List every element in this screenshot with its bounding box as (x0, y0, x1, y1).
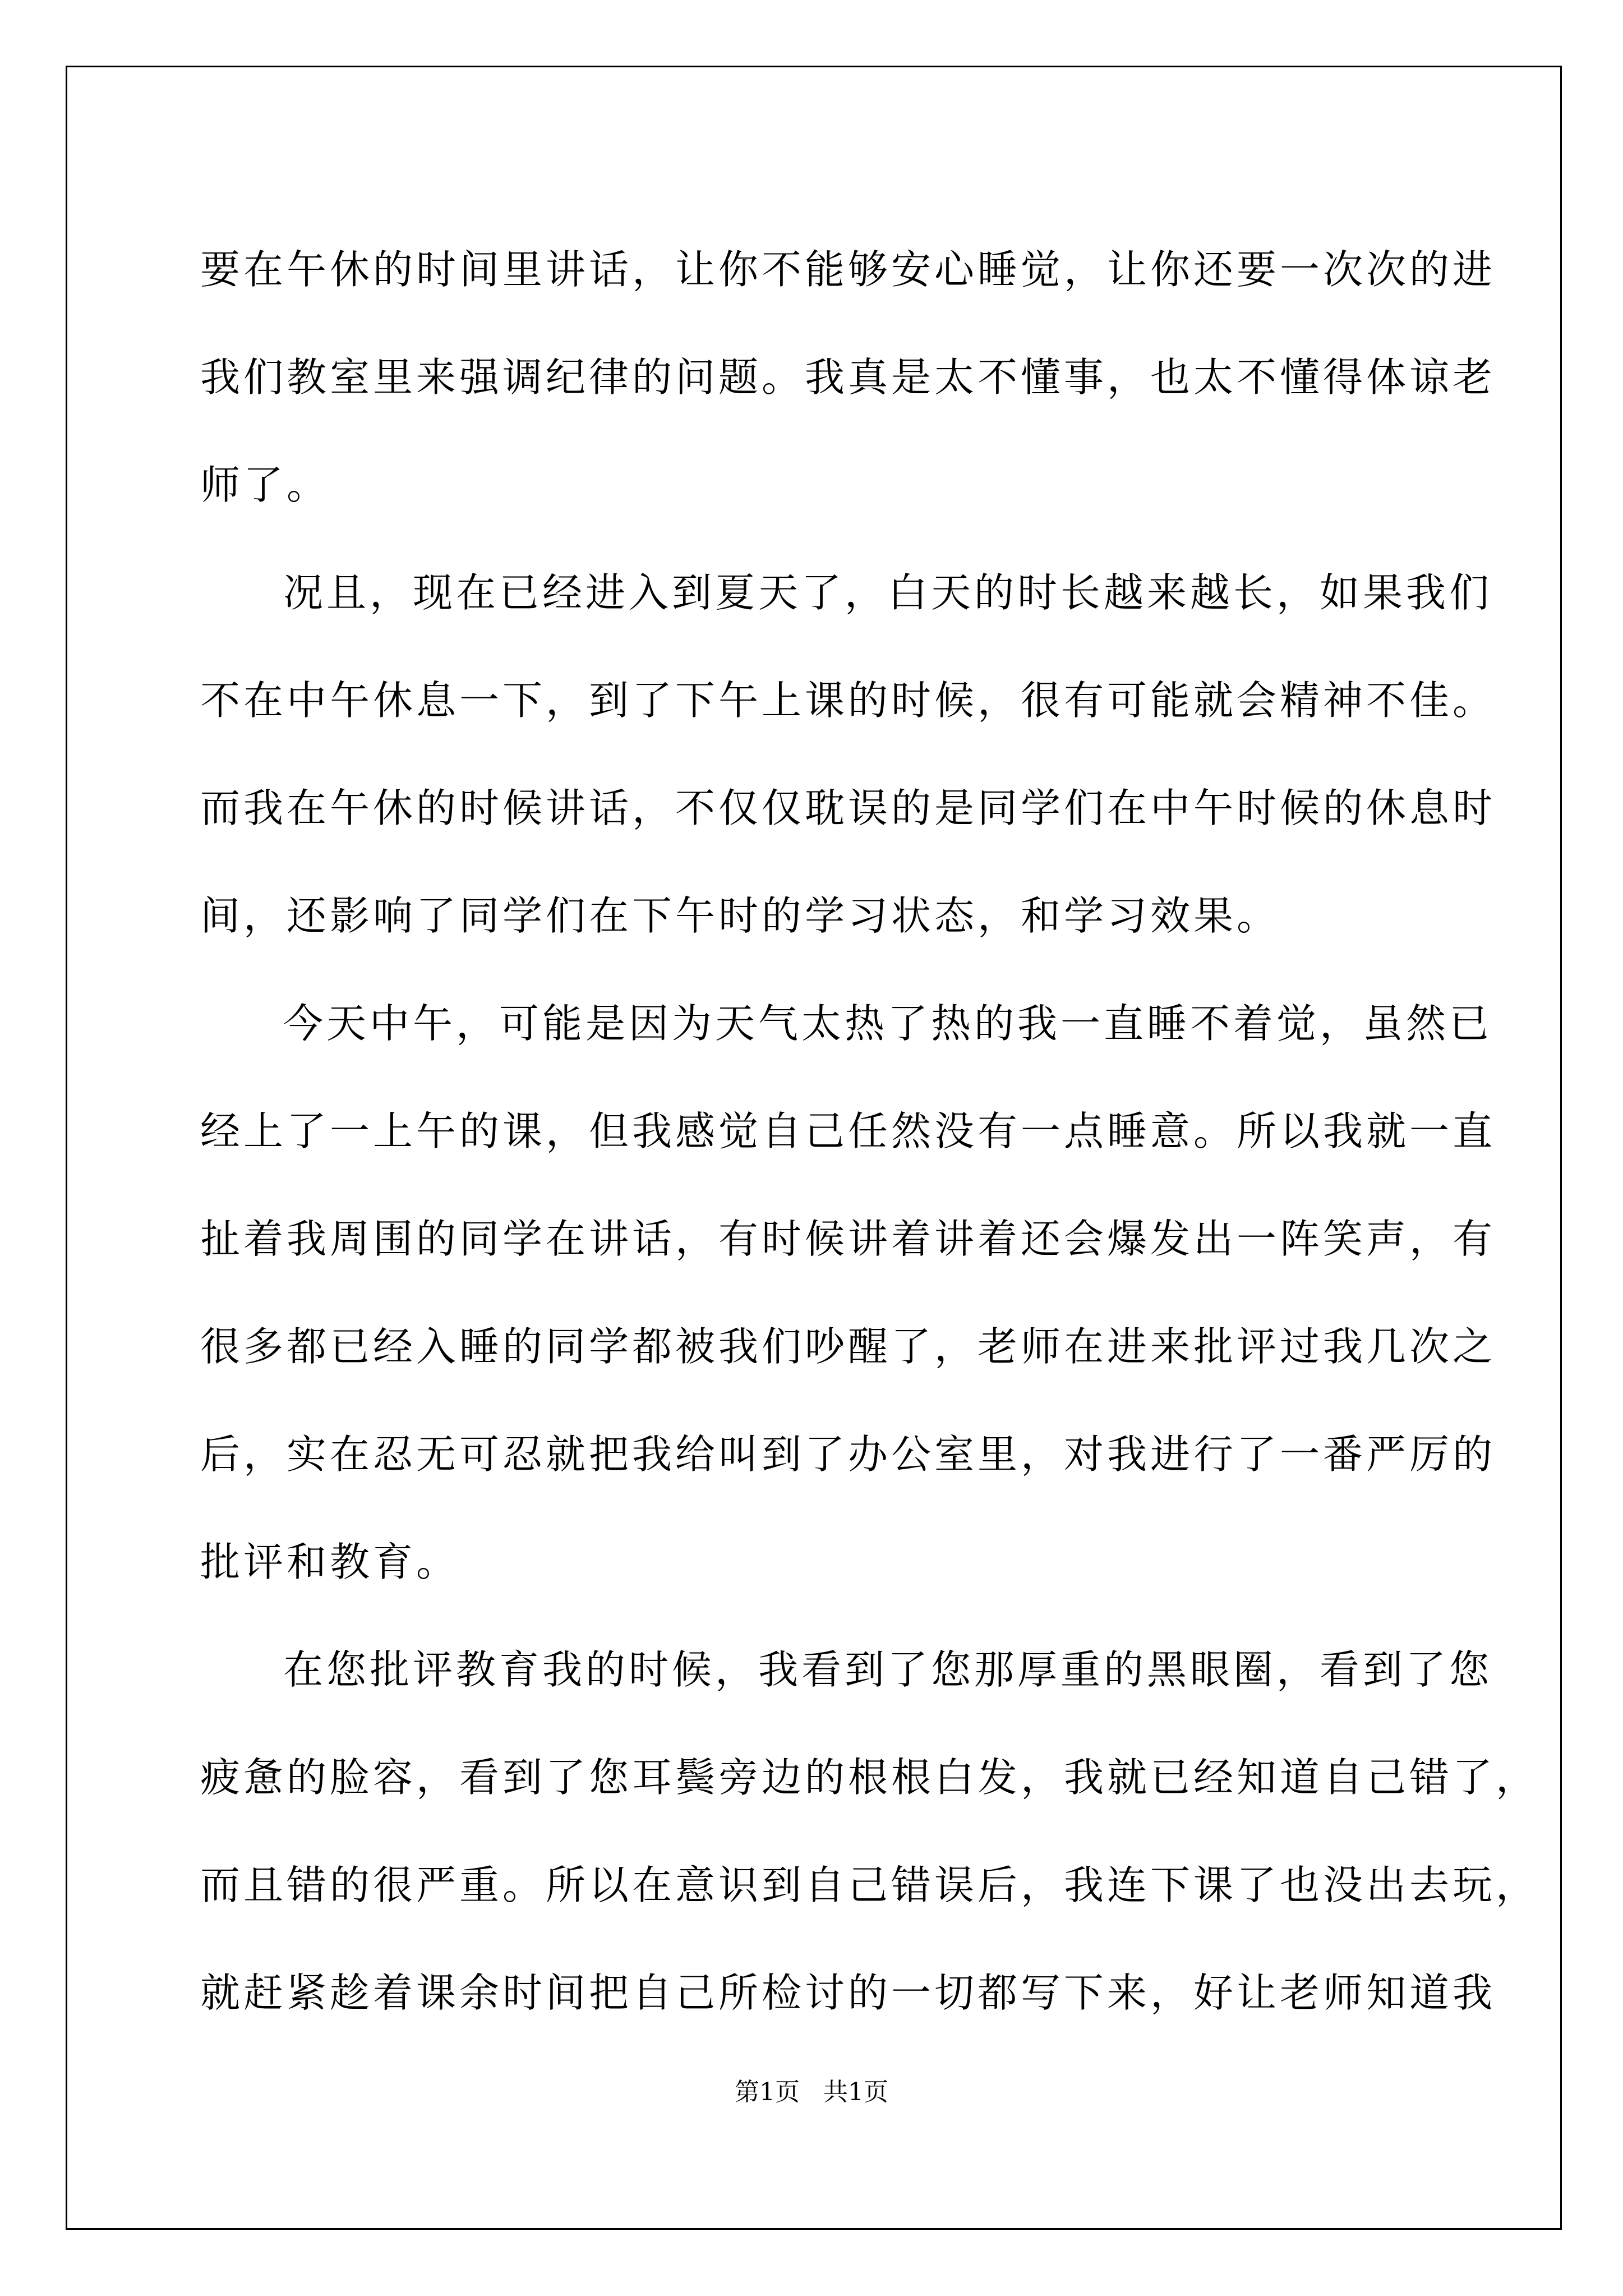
text-line: 经上了一上午的课，但我感觉自己任然没有一点睡意。所以我就一直 (200, 1108, 1496, 1154)
text-line: 疲惫的脸容，看到了您耳鬓旁边的根根白发，我就已经知道自己错了， (200, 1754, 1539, 1801)
text-line: 就赶紧趁着课余时间把自己所检讨的一切都写下来，好让老师知道我 (200, 1970, 1496, 2016)
paragraph-start-line: 况且，现在已经进入到夏天了，白天的时长越来越长，如果我们 (283, 569, 1493, 616)
paragraph-start-line: 在您批评教育我的时候，我看到了您那厚重的黑眼圈，看到了您 (283, 1646, 1493, 1693)
text-line: 师了。 (200, 462, 330, 508)
text-line: 我们教室里来强调纪律的问题。我真是太不懂事，也太不懂得体谅老 (200, 354, 1496, 401)
text-line: 而我在午休的时候讲话，不仅仅耽误的是同学们在中午时候的休息时 (200, 785, 1496, 831)
text-line: 很多都已经入睡的同学都被我们吵醒了，老师在进来批评过我几次之 (200, 1323, 1496, 1370)
page-total: 共1页 (823, 2078, 888, 2106)
page-footer (0, 2076, 1623, 2109)
page-number: 第1页 (735, 2078, 800, 2106)
paragraph-start-line: 今天中午，可能是因为天气太热了热的我一直睡不着觉，虽然已 (283, 1000, 1493, 1047)
text-line: 要在午休的时间里讲话，让你不能够安心睡觉，让你还要一次次的进 (200, 246, 1496, 293)
text-line: 而且错的很严重。所以在意识到自己错误后，我连下课了也没出去玩， (200, 1862, 1539, 1908)
document-body (200, 216, 1539, 2047)
text-line: 后，实在忍无可忍就把我给叫到了办公室里，对我进行了一番严厉的 (200, 1431, 1496, 1478)
text-line: 间，还影响了同学们在下午时的学习状态，和学习效果。 (200, 892, 1280, 939)
text-line: 批评和教育。 (200, 1539, 460, 1585)
text-line: 扯着我周围的同学在讲话，有时候讲着讲着还会爆发出一阵笑声，有 (200, 1216, 1496, 1262)
text-line: 不在中午休息一下，到了下午上课的时候，很有可能就会精神不佳。 (200, 677, 1496, 724)
